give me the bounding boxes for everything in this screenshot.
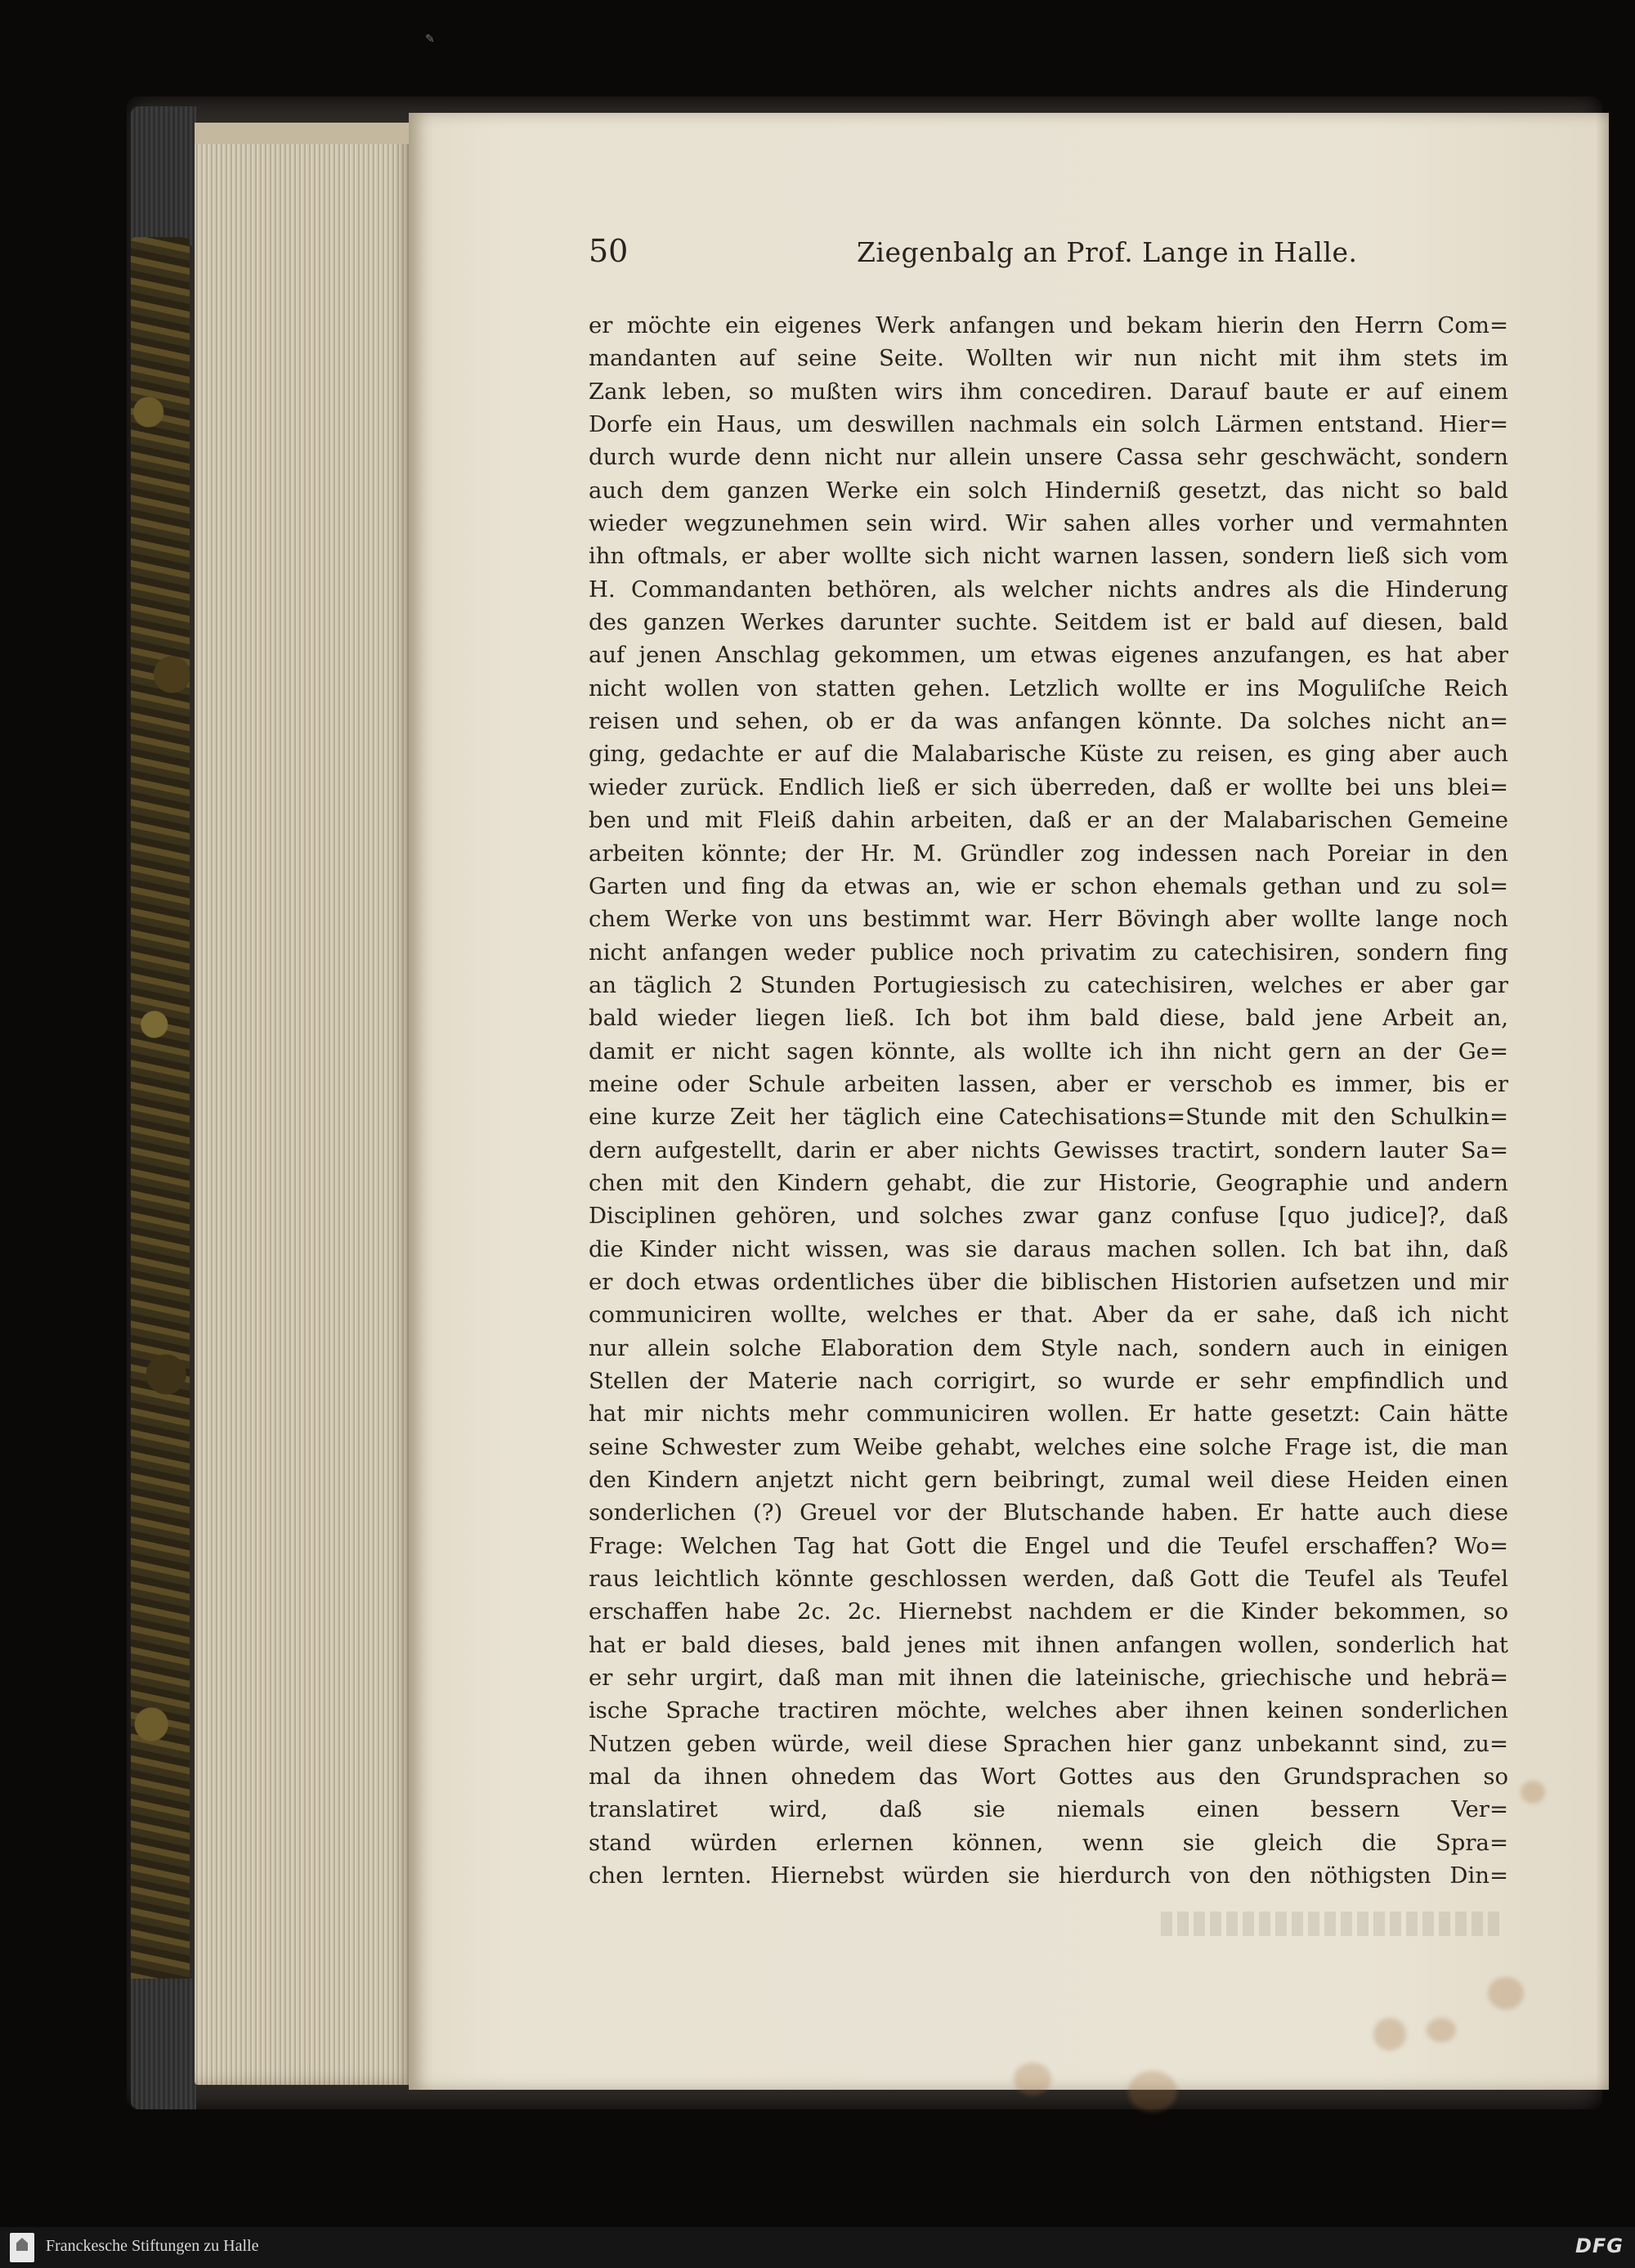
text-line: den Kindern anjetzt nicht gern beibringt, zumal weil diese Heiden einen: [589, 1467, 1508, 1494]
book-page: [409, 113, 1609, 2090]
paper-stain: [1488, 1977, 1524, 2010]
paper-stain: [1128, 2071, 1177, 2112]
text-line: bald wieder liegen ließ. Ich bot ihm bald diese, bald jene Arbeit an,: [589, 1005, 1508, 1032]
sponsor-logo: DFG: [1575, 2234, 1624, 2257]
page-edges: [195, 123, 415, 2085]
text-line: hat mir nichts mehr communiciren wollen. Er hatte gesetzt: Cain hätte: [589, 1401, 1508, 1428]
spine-cloth-top: [131, 106, 196, 245]
paper-stain: [1427, 2018, 1456, 2042]
text-line: raus leichtlich könnte geschlossen werden, daß Gott die Teufel als Teufel: [589, 1566, 1508, 1593]
text-line: auch dem ganzen Werke ein solch Hinderniß gesetzt, das nicht so bald: [589, 477, 1508, 504]
text-line: seine Schwester zum Weibe gehabt, welches eine solche Frage ist, die man: [589, 1433, 1508, 1460]
text-line: meine oder Schule arbeiten lassen, aber er verschob es immer, bis er: [589, 1070, 1508, 1097]
page-right-shadow: [1596, 113, 1609, 2090]
text-line: des ganzen Werkes darunter suchte. Seitdem ist er bald auf diesen, bald: [589, 609, 1508, 636]
page-number: 50: [589, 233, 629, 269]
text-line: wieder wegzunehmen sein wird. Wir sahen alles vorher und vermahnten: [589, 510, 1508, 537]
text-line: sonderlichen (?) Greuel vor der Blutschande haben. Er hatte auch diese: [589, 1499, 1508, 1526]
running-head: Ziegenbalg an Prof. Lange in Halle.: [857, 236, 1358, 268]
institution-footer: [0, 2227, 1635, 2268]
text-line: Frage: Welchen Tag hat Gott die Engel und die Teufel erschaffen? Wo=: [589, 1532, 1508, 1559]
text-line: nicht wollen von statten gehen. Letzlich wollte er ins Moguliſche Reich: [589, 675, 1508, 701]
text-line: reisen und sehen, ob er da was anfangen könnte. Da solches nicht an=: [589, 708, 1508, 735]
text-line: durch wurde denn nicht nur allein unsere Cassa sehr geschwächt, sondern: [589, 444, 1508, 471]
text-line: mandanten auf seine Seite. Wollten wir nun nicht mit ihm stets im: [589, 345, 1508, 372]
paper-stain: [1521, 1781, 1545, 1804]
text-line: ihn oftmals, er aber wollte sich nicht warnen lassen, sondern ließ sich vom: [589, 543, 1508, 570]
text-line: er möchte ein eigenes Werk anfangen und bekam hierin den Herrn Com=: [589, 312, 1508, 338]
text-line: Zank leben, so mußten wirs ihm concediren. Darauf baute er auf einem: [589, 378, 1508, 405]
paper-stain: [1373, 2018, 1406, 2051]
spine-cloth-bottom: [131, 1979, 196, 2109]
text-line: Disciplinen gehören, und solches zwar ganz confuse [quo judice]?, daß: [589, 1203, 1508, 1230]
bleed-through-text: [1161, 1912, 1504, 1936]
text-line: chen lernten. Hiernebst würden sie hierdurch von den nöthigsten Din=: [589, 1862, 1508, 1889]
foundation-building-icon: [10, 2233, 34, 2262]
text-line: erschaffen habe 2c. 2c. Hiernebst nachdem er die Kinder bekommen, so: [589, 1598, 1508, 1625]
page-edges-top: [195, 123, 415, 144]
text-line: ben und mit Fleiß dahin arbeiten, daß er an der Malabarischen Gemeine: [589, 807, 1508, 834]
text-line: er sehr urgirt, daß man mit ihnen die lateinische, griechische und hebrä=: [589, 1665, 1508, 1692]
marbled-edge: [131, 237, 190, 1987]
text-line: die Kinder nicht wissen, was sie daraus machen sollen. Ich bat ihn, daß: [589, 1235, 1508, 1262]
text-line: damit er nicht sagen könnte, als wollte ich ihn nicht gern an der Ge=: [589, 1038, 1508, 1065]
body-text: [589, 309, 1508, 1893]
text-line: dern aufgestellt, darin er aber nichts Gewisses tractirt, sondern lauter Sa=: [589, 1136, 1508, 1163]
text-line: ging, gedachte er auf die Malabarische Küste zu reisen, es ging aber auch: [589, 741, 1508, 768]
text-line: Garten und fing da etwas an, wie er schon ehemals gethan und zu sol=: [589, 872, 1508, 899]
text-line: stand würden erlernen können, wenn sie gleich die Spra=: [589, 1829, 1508, 1856]
text-line: hat er bald dieses, bald jenes mit ihnen anfangen wollen, sonderlich hat: [589, 1631, 1508, 1658]
corner-mark-icon: ✎: [425, 33, 435, 46]
paper-stain: [1014, 2063, 1051, 2095]
text-line: auf jenen Anschlag gekommen, um etwas eigenes anzufangen, es hat aber: [589, 642, 1508, 669]
institution-name: Franckesche Stiftungen zu Halle: [46, 2237, 259, 2255]
text-line: Nutzen geben würde, weil diese Sprachen hier ganz unbekannt sind, zu=: [589, 1730, 1508, 1757]
text-line: chen mit den Kindern gehabt, die zur Historie, Geographie und andern: [589, 1169, 1508, 1196]
text-line: mal da ihnen ohnedem das Wort Gottes aus den Grundsprachen so: [589, 1764, 1508, 1791]
text-line: arbeiten könnte; der Hr. M. Gründler zog indessen nach Poreiar in den: [589, 840, 1508, 867]
text-line: an täglich 2 Stunden Portugiesisch zu catechisiren, welches er aber gar: [589, 971, 1508, 998]
text-line: chem Werke von uns bestimmt war. Herr Bövingh aber wollte lange noch: [589, 906, 1508, 933]
text-line: translatiret wird, daß sie niemals einen bessern Ver=: [589, 1796, 1508, 1823]
text-line: nur allein solche Elaboration dem Style nach, sondern auch in einigen: [589, 1334, 1508, 1361]
text-line: ische Sprache tractiren möchte, welches aber ihnen keinen sonderlichen: [589, 1697, 1508, 1724]
text-line: eine kurze Zeit her täglich eine Catechisations=Stunde mit den Schulkin=: [589, 1104, 1508, 1131]
text-line: wieder zurück. Endlich ließ er sich überreden, daß er wollte bei uns blei=: [589, 773, 1508, 800]
text-line: communiciren wollte, welches er that. Aber da er sahe, daß ich nicht: [589, 1302, 1508, 1329]
text-line: er doch etwas ordentliches über die biblischen Historien aufsetzen und mir: [589, 1268, 1508, 1295]
text-line: nicht anfangen weder publice noch privatim zu catechisiren, sondern fing: [589, 939, 1508, 966]
text-line: Dorfe ein Haus, um deswillen nachmals ein solch Lärmen entstand. Hier=: [589, 411, 1508, 438]
text-line: Stellen der Materie nach corrigirt, so wurde er sehr empfindlich und: [589, 1368, 1508, 1394]
text-line: H. Commandanten bethören, als welcher nichts andres als die Hinderung: [589, 576, 1508, 603]
